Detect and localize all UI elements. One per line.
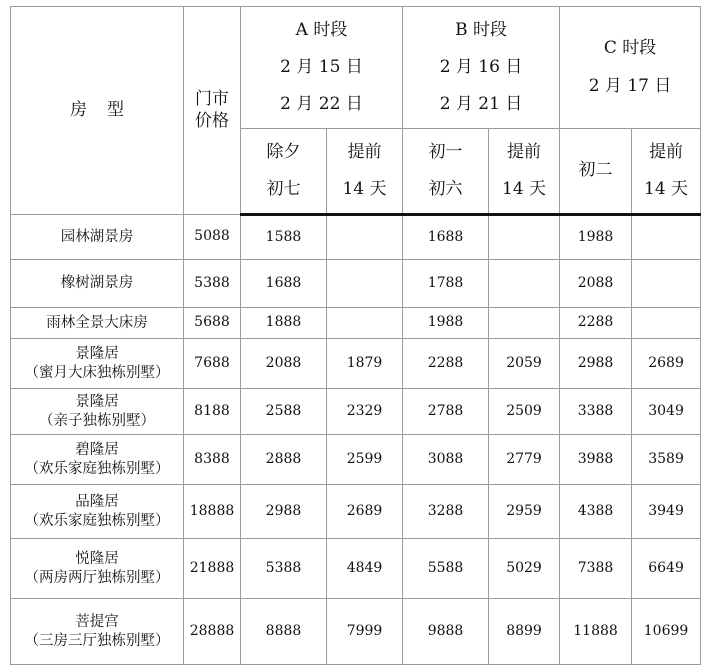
- price-table: [10, 6, 701, 665]
- period-b-date-1: 2 月 16 日: [439, 56, 523, 77]
- price-a2-cell: 4849: [327, 539, 403, 599]
- price-a2-cell: 2599: [327, 435, 403, 485]
- room-name: 景隆居: [75, 394, 119, 411]
- room-name: 景隆居: [75, 346, 119, 363]
- price-c2-cell: [632, 215, 701, 260]
- period-a-sub-2: [327, 129, 403, 215]
- period-b-date-2: 2 月 21 日: [439, 94, 523, 115]
- price-a2-cell: 2689: [327, 485, 403, 539]
- price-b1-cell: 2788: [403, 389, 489, 435]
- period-b-sub-1-line-1: 初一: [428, 141, 463, 162]
- list-price-cell: 8388: [184, 435, 241, 485]
- list-price-cell: 21888: [184, 539, 241, 599]
- room-subtitle: （欢乐家庭独栋别墅）: [24, 460, 170, 477]
- period-a-sub-2-line-1: 提前: [347, 141, 382, 162]
- price-b2-cell: 2059: [489, 339, 560, 389]
- period-a-date-2: 2 月 22 日: [280, 94, 363, 115]
- period-a-date-1: 2 月 15 日: [280, 56, 363, 77]
- list-price-cell: 5088: [184, 215, 241, 260]
- table-row: [11, 485, 701, 539]
- header-room-type-char-2: 型: [107, 99, 124, 120]
- price-c1-cell: 4388: [560, 485, 632, 539]
- price-b2-cell: 2959: [489, 485, 560, 539]
- period-c-date-1: 2 月 17 日: [588, 75, 672, 96]
- list-price-cell: 5688: [184, 308, 241, 339]
- room-name: 品隆居: [75, 494, 119, 511]
- table-row: [11, 308, 701, 339]
- price-c2-cell: [632, 260, 701, 308]
- price-b1-cell: 3088: [403, 435, 489, 485]
- header-period-a: [241, 7, 403, 129]
- price-c2-cell: 10699: [632, 599, 701, 665]
- list-price-cell: 28888: [184, 599, 241, 665]
- header-list-price-line-2: 价格: [195, 110, 229, 131]
- period-c-sub-2: [632, 129, 701, 215]
- price-b1-cell: 3288: [403, 485, 489, 539]
- room-name: 碧隆居: [75, 442, 119, 459]
- price-b1-cell: 5588: [403, 539, 489, 599]
- header-room-type-char-1: 房: [70, 99, 87, 120]
- period-b-sub-1: [403, 129, 489, 215]
- header-period-c: [560, 7, 701, 129]
- room-name-cell: [11, 308, 184, 339]
- price-b2-cell: [489, 308, 560, 339]
- room-name-cell: [11, 539, 184, 599]
- room-subtitle: （欢乐家庭独栋别墅）: [24, 512, 170, 529]
- room-name-cell: [11, 215, 184, 260]
- price-a1-cell: 1888: [241, 308, 327, 339]
- price-b1-cell: 2288: [403, 339, 489, 389]
- table-row: [11, 260, 701, 308]
- room-name: 菩提宫: [75, 614, 119, 631]
- price-c1-cell: 2288: [560, 308, 632, 339]
- price-a2-cell: [327, 260, 403, 308]
- price-a1-cell: 2888: [241, 435, 327, 485]
- price-c2-cell: 3589: [632, 435, 701, 485]
- price-c2-cell: 3049: [632, 389, 701, 435]
- price-c1-cell: 1988: [560, 215, 632, 260]
- period-a-sub-1-line-1: 除夕: [266, 141, 301, 162]
- room-name-cell: [11, 389, 184, 435]
- price-a1-cell: 2088: [241, 339, 327, 389]
- table-row: [11, 599, 701, 665]
- room-subtitle: （三房三厅独栋别墅）: [24, 632, 170, 649]
- list-price-cell: 7688: [184, 339, 241, 389]
- price-a2-cell: 2329: [327, 389, 403, 435]
- price-b2-cell: [489, 215, 560, 260]
- period-a-name: A 时段: [295, 19, 348, 40]
- list-price-cell: 5388: [184, 260, 241, 308]
- header-period-b: [403, 7, 560, 129]
- price-b1-cell: 1788: [403, 260, 489, 308]
- price-c1-cell: 3988: [560, 435, 632, 485]
- price-a1-cell: 1688: [241, 260, 327, 308]
- price-a2-cell: [327, 215, 403, 260]
- price-c1-cell: 7388: [560, 539, 632, 599]
- price-a2-cell: 7999: [327, 599, 403, 665]
- price-b2-cell: [489, 260, 560, 308]
- table-row: [11, 339, 701, 389]
- room-subtitle: （亲子独栋别墅）: [39, 412, 155, 429]
- header-row-1: [11, 7, 701, 129]
- room-name: 悦隆居: [75, 551, 119, 568]
- list-price-cell: 18888: [184, 485, 241, 539]
- period-b-sub-2-line-1: 提前: [507, 141, 542, 162]
- price-b2-cell: 2779: [489, 435, 560, 485]
- list-price-cell: 8188: [184, 389, 241, 435]
- price-c1-cell: 11888: [560, 599, 632, 665]
- price-b1-cell: 1688: [403, 215, 489, 260]
- price-b1-cell: 9888: [403, 599, 489, 665]
- room-subtitle: （蜜月大床独栋别墅）: [24, 364, 170, 381]
- room-name-cell: [11, 339, 184, 389]
- price-b2-cell: 2509: [489, 389, 560, 435]
- room-name: 橡树湖景房: [60, 275, 134, 292]
- room-name-cell: [11, 260, 184, 308]
- header-room-type: [11, 7, 184, 215]
- price-c2-cell: [632, 308, 701, 339]
- price-a2-cell: 1879: [327, 339, 403, 389]
- period-c-sub-2-line-1: 提前: [649, 141, 684, 162]
- price-a2-cell: [327, 308, 403, 339]
- period-c-sub-2-line-2: 14 天: [644, 179, 689, 199]
- price-a1-cell: 8888: [241, 599, 327, 665]
- period-c-name: C 时段: [603, 38, 657, 59]
- price-c1-cell: 2988: [560, 339, 632, 389]
- price-b2-cell: 8899: [489, 599, 560, 665]
- period-c-sub-1-line-1: 初二: [578, 160, 613, 181]
- table-row: [11, 539, 701, 599]
- room-name: 雨林全景大床房: [46, 314, 148, 331]
- room-subtitle: （两房两厅独栋别墅）: [24, 569, 170, 586]
- period-b-sub-1-line-2: 初六: [428, 179, 463, 199]
- period-c-sub-1: [560, 129, 632, 215]
- price-c1-cell: 3388: [560, 389, 632, 435]
- price-c2-cell: 2689: [632, 339, 701, 389]
- table-row: [11, 215, 701, 260]
- room-name-cell: [11, 599, 184, 665]
- header-list-price: [184, 7, 241, 215]
- price-a1-cell: 1588: [241, 215, 327, 260]
- price-a1-cell: 2588: [241, 389, 327, 435]
- period-b-sub-2: [489, 129, 560, 215]
- period-a-sub-1: [241, 129, 327, 215]
- price-b2-cell: 5029: [489, 539, 560, 599]
- table-row: [11, 389, 701, 435]
- price-a1-cell: 2988: [241, 485, 327, 539]
- period-b-sub-2-line-2: 14 天: [502, 179, 547, 199]
- room-name: 园林湖景房: [60, 228, 134, 245]
- period-b-name: B 时段: [455, 19, 507, 40]
- price-c1-cell: 2088: [560, 260, 632, 308]
- table-row: [11, 435, 701, 485]
- price-c2-cell: 3949: [632, 485, 701, 539]
- header-list-price-line-1: 门市: [195, 89, 229, 110]
- price-c2-cell: 6649: [632, 539, 701, 599]
- room-name-cell: [11, 485, 184, 539]
- price-a1-cell: 5388: [241, 539, 327, 599]
- period-a-sub-1-line-2: 初七: [266, 179, 301, 199]
- price-b1-cell: 1988: [403, 308, 489, 339]
- room-name-cell: [11, 435, 184, 485]
- period-a-sub-2-line-2: 14 天: [342, 179, 387, 199]
